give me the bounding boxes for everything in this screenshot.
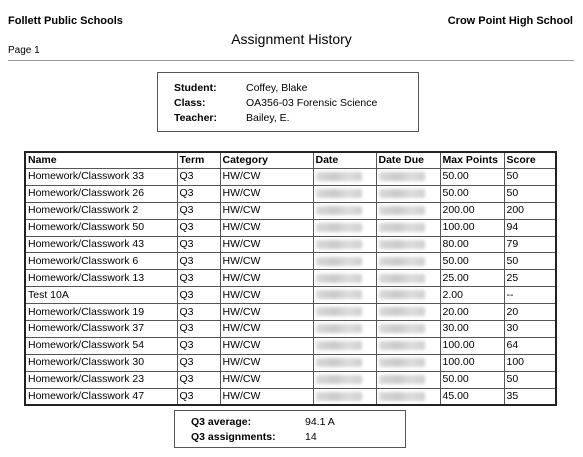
cell-max-points: 100.00: [440, 354, 504, 371]
redacted-date: [379, 324, 425, 333]
table-row: [25, 388, 556, 405]
cell-category: HW/CW: [220, 388, 313, 405]
redacted-date: [316, 240, 362, 249]
cell-term: Q3: [177, 185, 220, 202]
cell-date: [313, 337, 376, 354]
cell-name: Homework/Classwork 30: [25, 354, 177, 371]
cell-category: HW/CW: [220, 371, 313, 388]
table-row: [25, 321, 556, 338]
redacted-date: [379, 392, 425, 401]
cell-score: 50: [504, 253, 556, 270]
redacted-date: [316, 375, 362, 384]
column-header: Name: [25, 152, 177, 169]
table-row: [25, 304, 556, 321]
school-name: Crow Point High School: [447, 15, 573, 27]
cell-max-points: 50.00: [440, 253, 504, 270]
cell-date: [313, 202, 376, 219]
cell-date-due: [376, 337, 440, 354]
term-summary-box: [174, 410, 406, 448]
average-row: [191, 415, 335, 430]
cell-category: HW/CW: [220, 185, 313, 202]
cell-name: Homework/Classwork 13: [25, 270, 177, 287]
cell-term: Q3: [177, 371, 220, 388]
cell-date-due: [376, 304, 440, 321]
cell-score: 25: [504, 270, 556, 287]
redacted-date: [379, 189, 425, 198]
assignment-count-label: Q3 assignments:: [191, 431, 276, 443]
cell-max-points: 2.00: [440, 287, 504, 304]
redacted-date: [379, 206, 425, 215]
redacted-date: [379, 358, 425, 367]
cell-category: HW/CW: [220, 304, 313, 321]
cell-category: HW/CW: [220, 270, 313, 287]
redacted-date: [316, 223, 362, 232]
table-row: [25, 169, 556, 186]
cell-date-due: [376, 321, 440, 338]
cell-name: Homework/Classwork 54: [25, 337, 177, 354]
redacted-date: [379, 172, 425, 181]
cell-date-due: [376, 202, 440, 219]
cell-term: Q3: [177, 354, 220, 371]
table-row: [25, 371, 556, 388]
class-value: OA356-03 Forensic Science: [246, 97, 378, 109]
cell-max-points: 200.00: [440, 202, 504, 219]
cell-date: [313, 169, 376, 186]
cell-date: [313, 321, 376, 338]
cell-name: Homework/Classwork 33: [25, 169, 177, 186]
cell-category: HW/CW: [220, 354, 313, 371]
cell-name: Homework/Classwork 19: [25, 304, 177, 321]
student-label: Student:: [174, 82, 217, 94]
cell-category: HW/CW: [220, 169, 313, 186]
redacted-date: [379, 223, 425, 232]
cell-max-points: 25.00: [440, 270, 504, 287]
table-row: [25, 287, 556, 304]
cell-name: Homework/Classwork 6: [25, 253, 177, 270]
cell-category: HW/CW: [220, 253, 313, 270]
cell-score: 100: [504, 354, 556, 371]
teacher-label: Teacher:: [174, 112, 217, 124]
table-row: [25, 253, 556, 270]
cell-name: Homework/Classwork 43: [25, 236, 177, 253]
district-name: Follett Public Schools: [8, 15, 123, 27]
cell-term: Q3: [177, 321, 220, 338]
cell-date-due: [376, 371, 440, 388]
table-header-row: [25, 152, 556, 169]
redacted-date: [316, 206, 362, 215]
column-header: Category: [220, 152, 313, 169]
cell-term: Q3: [177, 236, 220, 253]
cell-category: HW/CW: [220, 287, 313, 304]
cell-name: Homework/Classwork 37: [25, 321, 177, 338]
cell-score: 94: [504, 219, 556, 236]
cell-date: [313, 185, 376, 202]
column-header: Term: [177, 152, 220, 169]
cell-category: HW/CW: [220, 202, 313, 219]
cell-date-due: [376, 169, 440, 186]
cell-term: Q3: [177, 270, 220, 287]
cell-date: [313, 354, 376, 371]
cell-name: Homework/Classwork 23: [25, 371, 177, 388]
cell-category: HW/CW: [220, 337, 313, 354]
redacted-date: [379, 240, 425, 249]
assignment-count-row: [191, 430, 317, 445]
cell-max-points: 50.00: [440, 371, 504, 388]
cell-max-points: 30.00: [440, 321, 504, 338]
header-divider: [8, 60, 574, 61]
cell-name: Homework/Classwork 2: [25, 202, 177, 219]
cell-date-due: [376, 287, 440, 304]
cell-score: 79: [504, 236, 556, 253]
table-row: [25, 185, 556, 202]
cell-term: Q3: [177, 304, 220, 321]
cell-date-due: [376, 270, 440, 287]
cell-date-due: [376, 253, 440, 270]
redacted-date: [316, 341, 362, 350]
cell-date: [313, 287, 376, 304]
average-label: Q3 average:: [191, 416, 252, 428]
cell-date: [313, 253, 376, 270]
redacted-date: [379, 290, 425, 299]
cell-date-due: [376, 388, 440, 405]
class-row: [174, 96, 377, 111]
column-header: Date: [313, 152, 376, 169]
cell-max-points: 20.00: [440, 304, 504, 321]
cell-date-due: [376, 185, 440, 202]
cell-term: Q3: [177, 287, 220, 304]
redacted-date: [316, 172, 362, 181]
cell-name: Homework/Classwork 47: [25, 388, 177, 405]
cell-date-due: [376, 354, 440, 371]
cell-max-points: 50.00: [440, 169, 504, 186]
redacted-date: [316, 290, 362, 299]
student-info-box: [157, 72, 419, 132]
cell-name: Test 10A: [25, 287, 177, 304]
redacted-date: [379, 307, 425, 316]
cell-term: Q3: [177, 337, 220, 354]
redacted-date: [379, 341, 425, 350]
redacted-date: [316, 274, 362, 283]
table-body: [25, 169, 556, 406]
cell-term: Q3: [177, 202, 220, 219]
cell-name: Homework/Classwork 50: [25, 219, 177, 236]
cell-name: Homework/Classwork 26: [25, 185, 177, 202]
student-row: [174, 81, 307, 96]
cell-date: [313, 388, 376, 405]
cell-date: [313, 371, 376, 388]
page-number: Page 1: [8, 45, 40, 56]
cell-category: HW/CW: [220, 321, 313, 338]
cell-term: Q3: [177, 169, 220, 186]
cell-category: HW/CW: [220, 236, 313, 253]
table-row: [25, 236, 556, 253]
cell-score: --: [504, 287, 556, 304]
cell-date-due: [376, 236, 440, 253]
redacted-date: [379, 257, 425, 266]
cell-score: 20: [504, 304, 556, 321]
average-value: 94.1 A: [305, 416, 335, 428]
cell-date: [313, 304, 376, 321]
redacted-date: [316, 257, 362, 266]
table-row: [25, 337, 556, 354]
cell-score: 200: [504, 202, 556, 219]
report-title: Assignment History: [231, 31, 352, 47]
student-value: Coffey, Blake: [246, 82, 308, 94]
class-label: Class:: [174, 97, 206, 109]
cell-max-points: 100.00: [440, 219, 504, 236]
assignment-count-value: 14: [305, 431, 317, 443]
column-header: Score: [504, 152, 556, 169]
table-row: [25, 270, 556, 287]
redacted-date: [379, 274, 425, 283]
redacted-date: [379, 375, 425, 384]
cell-category: HW/CW: [220, 219, 313, 236]
teacher-row: [174, 111, 290, 126]
redacted-date: [316, 189, 362, 198]
table-row: [25, 219, 556, 236]
cell-date: [313, 270, 376, 287]
table-row: [25, 202, 556, 219]
cell-score: 50: [504, 371, 556, 388]
teacher-value: Bailey, E.: [246, 112, 290, 124]
cell-max-points: 45.00: [440, 388, 504, 405]
cell-score: 30: [504, 321, 556, 338]
assignment-table: [24, 151, 557, 406]
cell-term: Q3: [177, 219, 220, 236]
cell-term: Q3: [177, 388, 220, 405]
redacted-date: [316, 307, 362, 316]
cell-max-points: 80.00: [440, 236, 504, 253]
redacted-date: [316, 358, 362, 367]
cell-score: 64: [504, 337, 556, 354]
cell-date: [313, 236, 376, 253]
cell-max-points: 50.00: [440, 185, 504, 202]
cell-date-due: [376, 219, 440, 236]
redacted-date: [316, 392, 362, 401]
cell-score: 35: [504, 388, 556, 405]
cell-score: 50: [504, 185, 556, 202]
table-row: [25, 354, 556, 371]
column-header: Max Points: [440, 152, 504, 169]
redacted-date: [316, 324, 362, 333]
column-header: Date Due: [376, 152, 440, 169]
cell-term: Q3: [177, 253, 220, 270]
cell-date: [313, 219, 376, 236]
cell-score: 50: [504, 169, 556, 186]
cell-max-points: 100.00: [440, 337, 504, 354]
